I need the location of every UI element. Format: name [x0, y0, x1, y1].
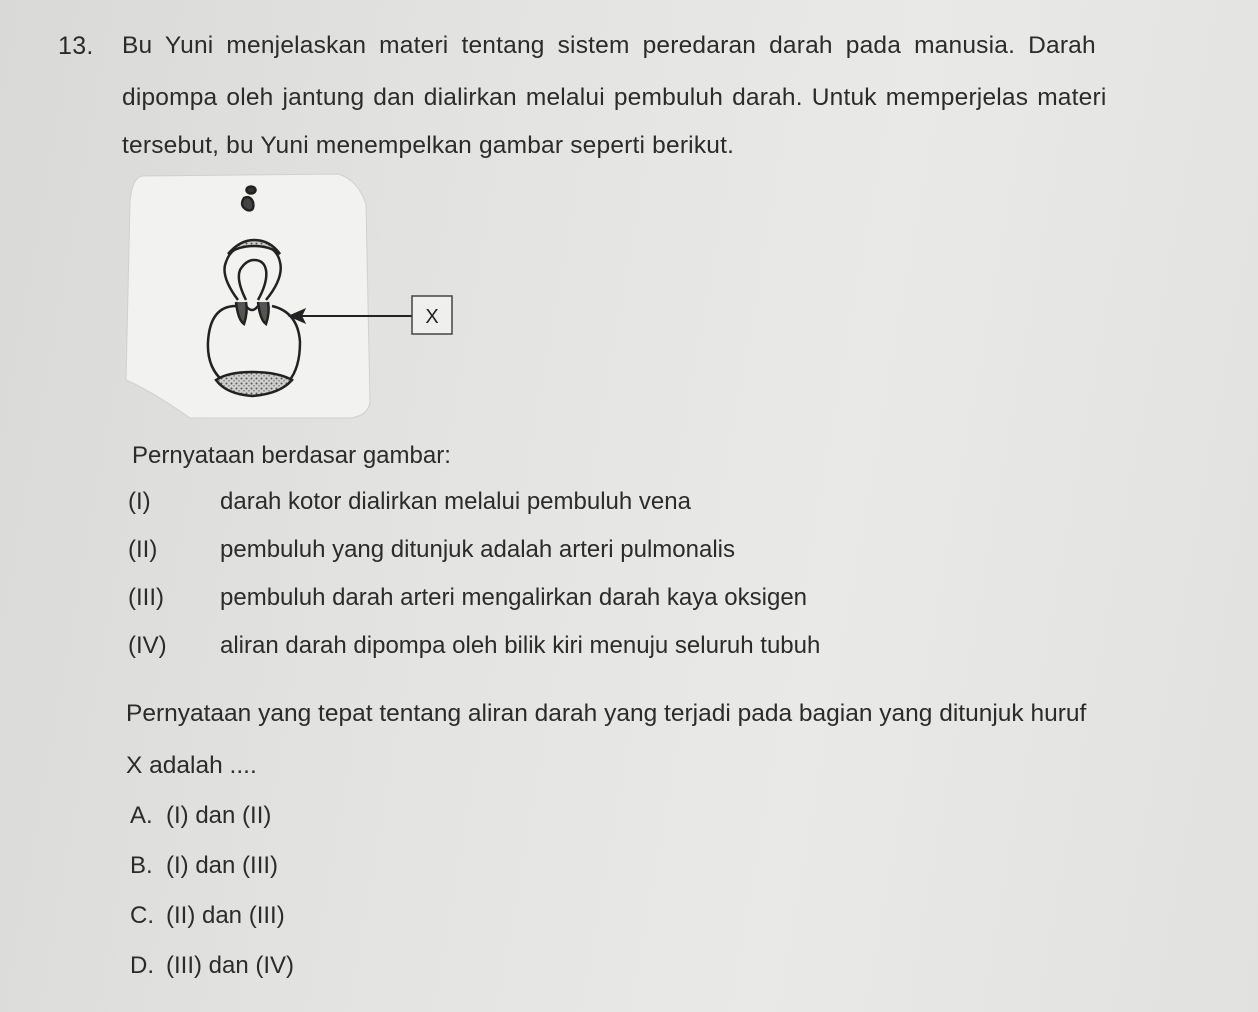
prompt-line-2: X adalah .... — [126, 752, 257, 779]
circulation-diagram — [120, 172, 480, 422]
statement-1 — [128, 488, 691, 516]
question-text-line-2: dipompa oleh jantung dan dialirkan melalui pembuluh darah. Untuk memperjelas materi — [122, 84, 1107, 111]
statement-1-text: darah kotor dialirkan melalui pembuluh vena — [220, 488, 691, 515]
option-d[interactable] — [130, 952, 294, 980]
statement-4-roman: (IV) — [128, 632, 167, 659]
statement-4 — [128, 632, 820, 660]
statement-4-text: aliran darah dipompa oleh bilik kiri menuju seluruh tubuh — [220, 632, 821, 659]
question-number: 13. — [58, 32, 94, 60]
option-c-letter: C. — [130, 902, 154, 929]
statement-3 — [128, 584, 807, 612]
option-b-letter: B. — [130, 852, 153, 879]
option-c-text: (II) dan (III) — [166, 902, 285, 929]
statement-3-text: pembuluh darah arteri mengalirkan darah kaya oksigen — [220, 584, 808, 611]
statement-2-text: pembuluh yang ditunjuk adalah arteri pulmonalis — [220, 536, 735, 563]
option-a-letter: A. — [130, 802, 153, 829]
statement-1-roman: (I) — [128, 488, 151, 515]
option-c[interactable] — [130, 902, 285, 930]
prompt-line-1: Pernyataan yang tepat tentang aliran darah yang terjadi pada bagian yang ditunjuk huruf — [126, 700, 1087, 727]
question-text-line-3: tersebut, bu Yuni menempelkan gambar seperti berikut. — [122, 132, 735, 159]
statement-3-roman: (III) — [128, 584, 164, 611]
option-a[interactable] — [130, 802, 271, 830]
option-d-text: (III) dan (IV) — [166, 952, 295, 979]
question-text-line-1: Bu Yuni menjelaskan materi tentang sistem peredaran darah pada manusia. Darah — [122, 32, 1096, 59]
option-b[interactable] — [130, 852, 278, 880]
option-a-text: (I) dan (II) — [166, 802, 272, 829]
x-label: X — [425, 306, 439, 328]
statements-header: Pernyataan berdasar gambar: — [132, 442, 451, 469]
option-d-letter: D. — [130, 952, 154, 979]
option-b-text: (I) dan (III) — [166, 852, 279, 879]
statement-2-roman: (II) — [128, 536, 158, 563]
statement-2 — [128, 536, 735, 564]
